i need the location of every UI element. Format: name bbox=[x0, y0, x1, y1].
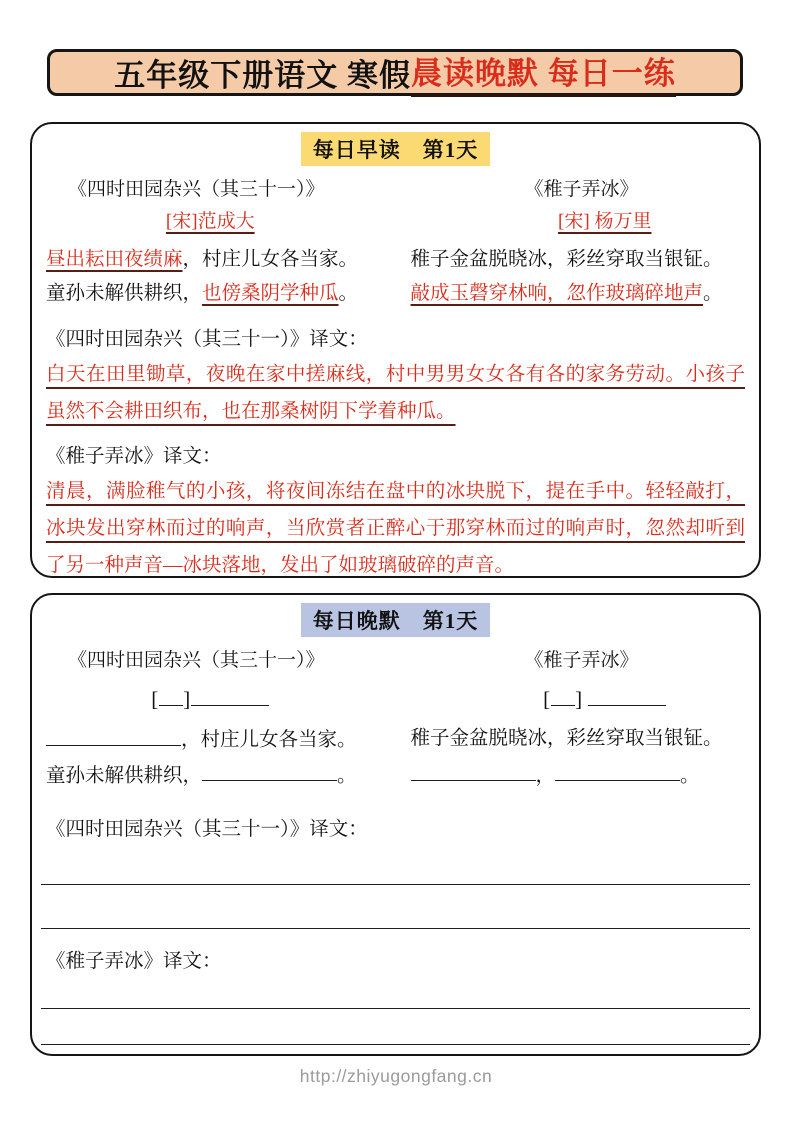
answer-line bbox=[41, 841, 750, 885]
answer-line bbox=[41, 973, 750, 1009]
evening-poem-line-2 bbox=[46, 761, 745, 789]
poem1-translation-text: 白天在田里锄草，夜晚在家中搓麻线，村中男男女女各有各的家务劳动。小孩子虽然不会耕田织布，也在那桑树阴下学着种瓜。 bbox=[46, 364, 745, 422]
poem-titles-row bbox=[46, 174, 745, 201]
evening-poem2-title: 《稚子弄冰》 bbox=[524, 650, 639, 671]
author-blanks-row bbox=[46, 684, 745, 712]
evening-poem-line-1 bbox=[46, 725, 745, 753]
fill-blank-verse-2 bbox=[202, 761, 337, 781]
answer-line bbox=[41, 1009, 750, 1045]
fill-blank-dynasty-1 bbox=[159, 684, 183, 706]
poem1-line2-highlight: 也傍桑阴学种瓜 bbox=[202, 283, 339, 304]
poem2-translation-label: 《稚子弄冰》译文： bbox=[46, 446, 222, 467]
poem2-author: [宋] 杨万里 bbox=[558, 211, 652, 232]
poem1-line1-rest: ，村庄儿女各当家。 bbox=[182, 249, 359, 270]
page-title-red: 晨读晚默 每日一练 bbox=[411, 48, 676, 97]
fill-blank-verse-3 bbox=[411, 761, 536, 781]
comma: ， bbox=[535, 764, 556, 786]
poem1-author-blank bbox=[46, 684, 375, 712]
poem-line-2 bbox=[46, 280, 745, 307]
bracket-close: ] bbox=[575, 687, 584, 712]
poem2-line1: 稚子金盆脱晓冰，彩丝穿取当银钲。 bbox=[410, 249, 723, 270]
poem2-title: 《稚子弄冰》 bbox=[524, 179, 639, 200]
poem-authors-row bbox=[46, 206, 745, 233]
answer-line bbox=[41, 1045, 750, 1056]
evening-header-label: 每日晚默 第1天 bbox=[301, 603, 491, 637]
poem2-line2-period: 。 bbox=[703, 283, 723, 304]
bracket-open: [ bbox=[543, 687, 552, 712]
poem1-title: 《四时田园杂兴（其三十一）》 bbox=[68, 179, 325, 200]
evening-poem1-title: 《四时田园杂兴（其三十一）》 bbox=[68, 650, 325, 671]
bracket-close: ] bbox=[183, 687, 192, 712]
bracket-open: [ bbox=[151, 687, 160, 712]
evening-poem-titles-row bbox=[46, 645, 745, 672]
poem2-line2-highlight-a: 敲成玉磬穿林响， bbox=[410, 283, 567, 304]
evening-poem2-line1: 稚子金盆脱晓冰，彩丝穿取当银钲。 bbox=[410, 728, 723, 750]
title-banner bbox=[47, 49, 743, 96]
poem1-line1-highlight: 昼出耘田夜绩麻 bbox=[46, 249, 183, 270]
evening-header bbox=[46, 603, 745, 637]
evening-translation2-label: 《稚子弄冰》译文： bbox=[46, 950, 222, 972]
morning-header bbox=[46, 132, 745, 166]
fill-blank-author-2 bbox=[588, 684, 666, 706]
poem1-line2-start: 童孙未解供耕织， bbox=[46, 283, 203, 304]
poem1-translation-label: 《四时田园杂兴（其三十一）》译文： bbox=[46, 329, 368, 350]
poem-line-1 bbox=[46, 246, 745, 273]
fill-blank-dynasty-2 bbox=[551, 684, 575, 706]
evening-poem1-line1-rest: ，村庄儿女各当家。 bbox=[181, 729, 357, 751]
fill-blank-verse-4 bbox=[555, 761, 680, 781]
poem2-author-blank bbox=[375, 684, 745, 712]
morning-header-label: 每日早读 第1天 bbox=[301, 132, 491, 166]
poem2-line2-highlight-b: 忽作玻璃碎地声 bbox=[566, 283, 704, 304]
answer-line bbox=[41, 885, 750, 929]
footer-url: http://zhiyugongfang.cn bbox=[299, 1066, 493, 1086]
fill-blank-author-1 bbox=[191, 684, 269, 706]
evening-translation1-label: 《四时田园杂兴（其三十一）》译文： bbox=[46, 818, 368, 840]
morning-reading-section bbox=[30, 122, 761, 578]
poem1-author: [宋]范成大 bbox=[165, 211, 255, 232]
evening-poem1-line2-start: 童孙未解供耕织， bbox=[46, 764, 203, 786]
poem1-line2-period: 。 bbox=[338, 283, 359, 304]
fill-blank-verse-1 bbox=[46, 725, 181, 745]
evening-recitation-section bbox=[30, 593, 761, 1056]
poem2-translation-text: 清晨，满脸稚气的小孩，将夜间冻结在盘中的冰块脱下，提在手中。轻轻敲打，冰块发出穿林而过的响声，当欣赏者正醉心于那穿林而过的响声时，忽然却听到了另一种声音—冰块落地，发出了如玻璃破碎的声音。 bbox=[46, 481, 745, 576]
period: 。 bbox=[337, 764, 357, 786]
period: 。 bbox=[680, 764, 700, 786]
page-title-black: 五年级下册语文 寒假 bbox=[114, 58, 411, 93]
